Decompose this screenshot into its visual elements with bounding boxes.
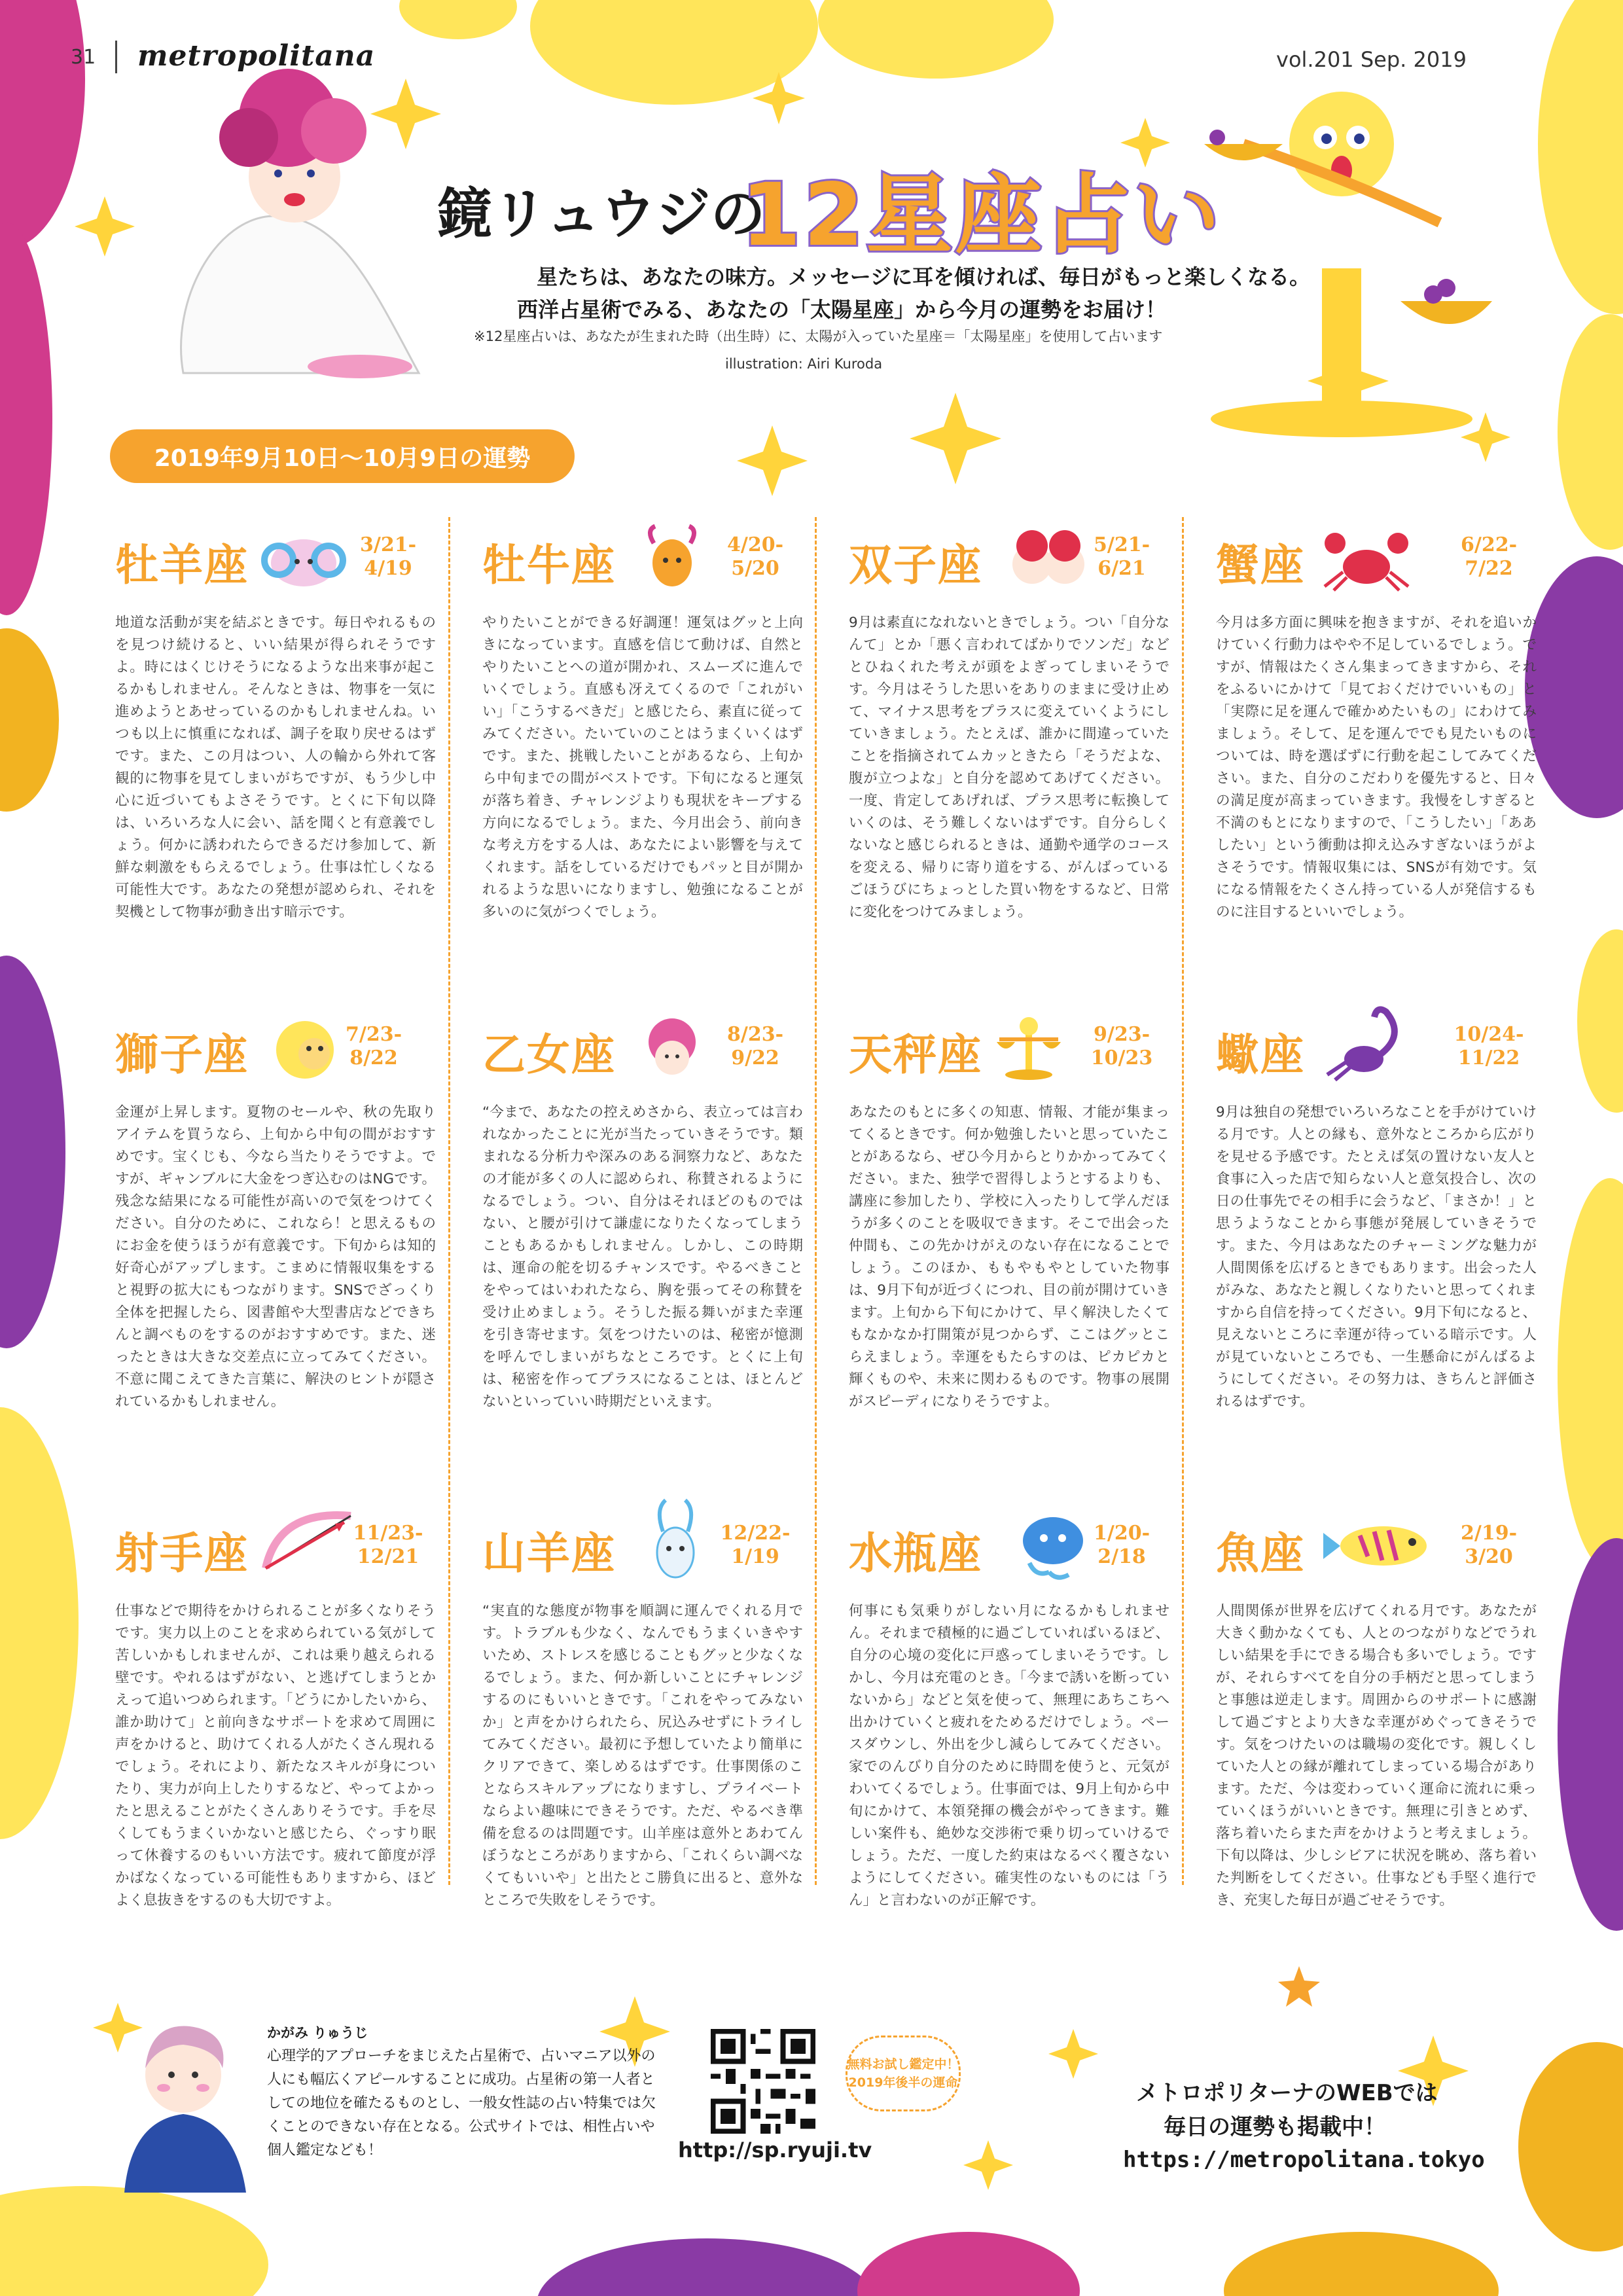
sign-text: 人間関係が世界を広げてくれる月です。あなたが大きく動かなくても、人とのつながりなどでうれしい結果を手にできる場合も多いでしょう。ですが、それらすべてを自分の手柄だと思ってしまうと事態は逆走します。周囲からのサポートに感謝して過ごすとより大きな幸運がめぐってきそうです。気をつけたいのは職場の変化です。親しくしていた人との縁が離れてしまっている場合があります。ただ、今は変わっていく運命に流れに乗っていくほうがいいときです。無理に引きとめず、落ち着いたらまた声をかけようと考えましょう。下旬以降は、少しシビアに状況を眺め、落ち着いた判断をしてください。仕事なども手堅く進行でき、充実した毎日が過ごせそうです。 <box>1216 1603 1537 1909</box>
scales-character-illustration <box>1191 72 1492 439</box>
bull-icon <box>639 524 705 589</box>
web-promo-line-2: 毎日の運勢も掲載中！ <box>1164 2114 1386 2140</box>
sign-name: 蠍座 <box>1216 1030 1305 1080</box>
sign-date-end: 9/22 <box>731 1047 779 1069</box>
sign-date-end: 1/19 <box>731 1545 779 1568</box>
trial-badge-line-2: 2019年後半の運命 <box>848 2075 958 2090</box>
sign-date-end: 3/20 <box>1465 1545 1513 1568</box>
author-bio: 心理学的アプローチをまじえた占星術で、占いマニア以外の人にも幅広くアピールすることに成功。占星術の第一人者としての地位を確たるものとし、一般女性誌の占い特集では欠くことのできない存在となる。公式サイトでは、相性占いや個人鑑定なども！ <box>267 2048 656 2159</box>
sign-date-start: 4/20- <box>726 533 784 556</box>
author-name: かがみ りゅうじ <box>267 2025 368 2041</box>
sign-date-end: 10/23 <box>1090 1047 1153 1069</box>
sign-date-start: 10/24- <box>1454 1023 1524 1046</box>
sign-text: 9月は独自の発想でいろいろなことを手がけていける月です。人との縁も、意外なところから広がりを見せる予感です。たとえば気の置けない友人と食事に入った店で知らない人と意気投合し、次の日の仕事先でその相手に会うなど、「まさか！」と思うようなことから事態が発展していきそうです。また、今月はあなたのチャーミングな魅力が人間関係を広げるときでもあります。出会った人がみな、あなたと親しくなりたいと思ってくれますから自信を持ってください。9月下旬になると、見えないところに幸運が待っている暗示です。人が見ていないところでも、一生懸命にがんばるようにしてください。その努力は、きちんと評価されるはずです。 <box>1216 1104 1537 1410</box>
page-title: 12星座占い <box>741 165 1222 266</box>
sign-name: 牡牛座 <box>482 540 616 590</box>
fortune-teller-illustration <box>144 65 484 380</box>
intro-line-2: 西洋占星術でみる、あなたの「太陽星座」から今月の運勢をお届け！ <box>517 297 1167 322</box>
sign-name: 天秤座 <box>849 1030 982 1080</box>
sign-name: 射手座 <box>115 1528 249 1579</box>
sign-text: 金運が上昇します。夏物のセールや、秋の先取りアイテムを買うなら、上旬から中旬の間がおすすめです。宝くじも、今なら当たりそうですよ。ですが、ギャンブルに大金をつぎ込むのはNGです。残念な結果になる可能性が高いので気をつけてください。自分のために、これなら！と思えるものにお金を使うほうが有意義です。下旬からは知的好奇心がアップします。こまめに情報収集をする と視野の拡大にもつながります。SNSでざっくり全体を把握したら、図書館や大型書店などできちんと調べものをするのがおすすめです。また、迷ったときは大きな交差点に立ってみてください。不意に聞こえてきた言葉に、解決のヒントが隠されているかもしれません。 <box>115 1104 436 1410</box>
sign-name: 乙女座 <box>482 1030 616 1080</box>
author-portrait <box>118 2003 249 2193</box>
sign-date-end: 5/20 <box>731 557 779 580</box>
sign-text: 仕事などで期待をかけられることが多くなりそうです。実力以上のことを求められている気がして苦しいかもしれませんが、これは乗り越えられる壁です。やれるはずがない、と逃げてしまうとかえって追いつめられます。「どうにかしたいから、誰か助けて」と前向きなサポートを求めて周囲に声をかけると、助けてくれる人がたくさん現れるでしょう。それにより、新たなスキルが身についたり、実力が向上したりするなど、やってよかったと思えることがたくさんありそうです。手を尽くしてもうまくいかないと感じたら、ぐっすり眠って休養するのもいい方法です。疲れて節度が浮かばなくなっている可能性もありますから、ほどよく息抜きをするのも大切ですよ。 <box>115 1603 436 1909</box>
sign-date-start: 1/20- <box>1093 1522 1150 1545</box>
period-badge: 2019年9月10日〜10月9日の運勢 <box>110 429 575 483</box>
column-separator <box>1182 517 1184 1885</box>
title-prefix: 鏡リュウジの <box>437 182 766 246</box>
sign-date-start: 6/22- <box>1460 533 1518 556</box>
sign-name: 牡羊座 <box>115 540 249 590</box>
sign-name: 蟹座 <box>1216 540 1305 590</box>
crab-icon <box>1321 526 1412 592</box>
intro-line-1: 星たちは、あなたの味方。メッセージに耳を傾ければ、毎日がもっと楽しくなる。 <box>537 264 1311 289</box>
header-divider <box>115 41 117 73</box>
sign-text: あなたのもとに多くの知恵、情報、才能が集まってくるときです。何か勉強したいと思っていたことがあるなら、ぜひ今月からとりかかってみてください。また、独学で習得しようとするよりも、講座に参加したり、学校に入ったりして学んだほうが多くのことを吸収できます。そこで出会った仲間も、この先かけがえのない存在になることでしょう。このほか、ももやもやとしていた物事は、9月下旬が近づくにつれ、目の前が開けていきます。上旬から下旬にかけて、早く解決したくてもなかなか打開策が見つからず、ここはグッとこらえましょう。幸運をもたらすのは、ピカピカと輝くものや、未来に関わるものです。物事の展開がスピーディになりそうですよ。 <box>849 1104 1169 1410</box>
maiden-icon <box>633 1016 711 1081</box>
sign-date-start: 9/23- <box>1093 1023 1150 1046</box>
sign-text: 9月は素直になれないときでしょう。つい「自分なんて」とか「悪く言われてばかりでソンだ」などとひねくれた考えが頭をよぎってしまいそうです。今月はそうした思いをありのままに受け止めて、マイナス思考をプラスに変えていくようにしていきましょう。たとえば、誰かに間違っていたことを指摘されてムカッときたら「そうだよな、腹が立つよな」と自分を認めてあげてください。一度、肯定してあげれば、プラス思考に転換していくのは、そう難しくないはずです。自分らしくないなと感じられるときは、通勤や通学のコースを変える、帰りに寄り道をする、がんばっているごほうびにちょっとした買い物をするなど、日常に変化をつけてみましょう。 <box>849 615 1169 920</box>
column-separator <box>815 517 817 1885</box>
issue-label: vol.201 Sep. 2019 <box>1276 47 1467 72</box>
sign-date-start: 11/23- <box>353 1522 423 1545</box>
sign-text: “今まで、あなたの控えめさから、表立っては言われなかったことに光が当たっていきそうです。類まれなる分析力や深みのある洞察力など、あなたの才能が多くの人に認められ、称賛されるようになるでしょう。つい、自分はそれほどのものではない、と腰が引けて謙虚になりたくなってしまうこともあるかもしれません。しかし、この時期は、運命の舵を切るチャンスです。やるべきことをやってはいわれたなら、胸を張ってその称賛を受け止めましょう。そうした振る舞いがまた幸運を引き寄せます。気をつけたいのは、秘密が憶測を呼んでしまいがちなところです。とくに上旬は、秘密を作ってプラスになることは、ほとんどないといっていい時期だといえます。 <box>482 1104 803 1410</box>
sign-date-start: 3/21- <box>359 533 417 556</box>
qr-code[interactable] <box>711 2029 815 2134</box>
web-promo-line-1: メトロポリターナのWEBでは <box>1136 2080 1438 2106</box>
page-number: 31 <box>71 46 96 69</box>
goat-icon <box>639 1496 711 1581</box>
twins-icon <box>1006 526 1091 592</box>
scorpion-icon <box>1321 1003 1412 1081</box>
ram-icon <box>258 530 349 589</box>
sign-date-end: 11/22 <box>1457 1047 1520 1069</box>
sign-date-end: 12/21 <box>357 1545 419 1568</box>
sign-date-start: 5/21- <box>1093 533 1150 556</box>
trial-badge-line-1: 無料お試し鑑定中！ <box>847 2057 959 2072</box>
archer-icon <box>253 1496 357 1581</box>
sign-date-start: 12/22- <box>720 1522 791 1545</box>
fish-icon <box>1321 1516 1432 1575</box>
sign-name: 獅子座 <box>115 1030 249 1080</box>
sign-text: やりたいことができる好調運！運気はグッと上向きになっています。直感を信じて動けば、自然とやりたいことへの道が開かれ、スムーズに進んでいくでしょう。直感も冴えてくるので「これがいい」「こうするべきだ」と感じたら、素直に従ってみてください。たいていのことはうまくいくはずです。また、挑戦したいことがあるなら、上旬から中旬までの間がベストです。下旬になると運気が落ち着き、チャレンジよりも現状をキープする方向になるでしょう。また、今月出会う、前向きな考え方をする人は、あなたによい影響を与えてくれます。話をしているだけでもパッと目が開かれるような思いになりますし、勉強になることが多いのに気がつくでしょう。 <box>482 615 803 920</box>
sign-date-start: 2/19- <box>1460 1522 1518 1545</box>
intro-note: ※12星座占いは、あなたが生まれた時（出生時）に、太陽が入っていた星座＝「太陽星座」を使用して占います <box>474 329 1163 344</box>
sign-text: 地道な活動が実を結ぶときです。毎日やれるものを見つけ続けると、いい結果が得られそうですよ。時にはくじけそうになるような出来事が起こるかもしれません。そんなときは、物事を一気に進めようとあせっているのかもしれませんね。いつも以上に慎重になれば、調子を取り戻せるはずです。また、この月はつい、人の輪から外れて客観的に物事を見てしまいがちですが、もう少し中心に近づいてもよさそうです。とくに下旬以降は、いろいろな人に会い、話を聞くと有意義でしょう。何かに誘われたらできるだけ参加して、新鮮な刺激をもらえるでしょう。仕事は忙しくなる可能性大です。あなたの発想が認められ、それを契機として物事が動き出す暗示です。 <box>115 615 436 920</box>
sign-date-end: 8/22 <box>349 1047 398 1069</box>
sign-name: 山羊座 <box>482 1528 616 1579</box>
magazine-logo: metropolitana <box>137 39 376 73</box>
sign-date-start: 8/23- <box>726 1023 784 1046</box>
sign-date-end: 7/22 <box>1465 557 1513 580</box>
illustration-credit: illustration: Airi Kuroda <box>725 356 883 372</box>
sign-date-end: 6/21 <box>1097 557 1146 580</box>
web-url-link[interactable]: https://metropolitana.tokyo <box>1123 2147 1485 2173</box>
sign-name: 魚座 <box>1216 1528 1305 1579</box>
sign-date-end: 4/19 <box>364 557 412 580</box>
qr-url-link[interactable]: http://sp.ryuji.tv <box>678 2138 872 2162</box>
sign-name: 水瓶座 <box>849 1528 982 1579</box>
trial-badge <box>846 2036 961 2111</box>
sign-date-end: 2/18 <box>1097 1545 1146 1568</box>
sign-date-start: 7/23- <box>345 1023 402 1046</box>
sign-text: “実直的な態度が物事を順調に運んでくれる月です。トラブルも少なく、なんでもうまくいきやすいため、ストレスを感じることもグッと少なくなるでしょう。また、何か新しいことにチャレンジするのにもいいときです。「これをやってみないか」と声をかけられたら、尻込みせずにトライしてみてください。最初に予想していたより簡単にクリアできて、楽しめるはずです。仕事関係のことならスキルアップになりますし、プライベートならよい趣味にできそうです。ただ、やるべき準備を怠るのは問題です。山羊座は意外とあわてんぼうなところがありますから、「これくらい調べなくてもいいや」と出たとこ勝負に出ると、意外なところで失敗をしそうです。 <box>482 1603 803 1909</box>
column-separator <box>448 517 450 1885</box>
sign-text: 何事にも気乗りがしない月になるかもしれません。それまで積極的に過ごしていればいるほど、自分の心境の変化に戸惑ってしまいそうです。しかし、今月は充電のとき。「今まで誘いを断っていないから」などと気を使って、無理にあちこちへ出かけていくと疲れをためるだけでしょう。ペースダウンし、外出を少し減らしてみてください。家でのんびり自分のために時間を使うと、元気がわいてくるでしょう。仕事面では、9月上旬から中旬にかけて、本領発揮の機会がやってきます。難しい案件も、絶妙な交渉術で乗り切っていけるでしょう。ただ、一度した約束はなるべく覆さないようにしてください。確実性のないものには「うん」と言わないのが正解です。 <box>849 1603 1169 1909</box>
sign-text: 今月は多方面に興味を抱きますが、それを追いかけていく行動力はやや不足しているでしょう。ですが、情報はたくさん集まってきますから、それをふるいにかけて「見ておくだけでいいもの」と「実際に足を運んで確かめたいもの」にわけてみましょう。そして、足を運んででも見たいものについては、時を選ばずに行動を起こしてみてください。また、自分のこだわりを優先すると、日々の満足度が高まっていきます。我慢をしすぎると不満のもとになりますので、「こうしたい」「ああしたい」という衝動は抑え込みすぎないほうがよさそうです。情報収集には、SNSが有効です。気になる情報をたくさん持っている人が発信するものに注目するといいでしょう。 <box>1216 615 1537 920</box>
sign-name: 双子座 <box>849 540 982 590</box>
scales-icon <box>993 1009 1065 1081</box>
water-bearer-icon <box>1010 1509 1095 1581</box>
